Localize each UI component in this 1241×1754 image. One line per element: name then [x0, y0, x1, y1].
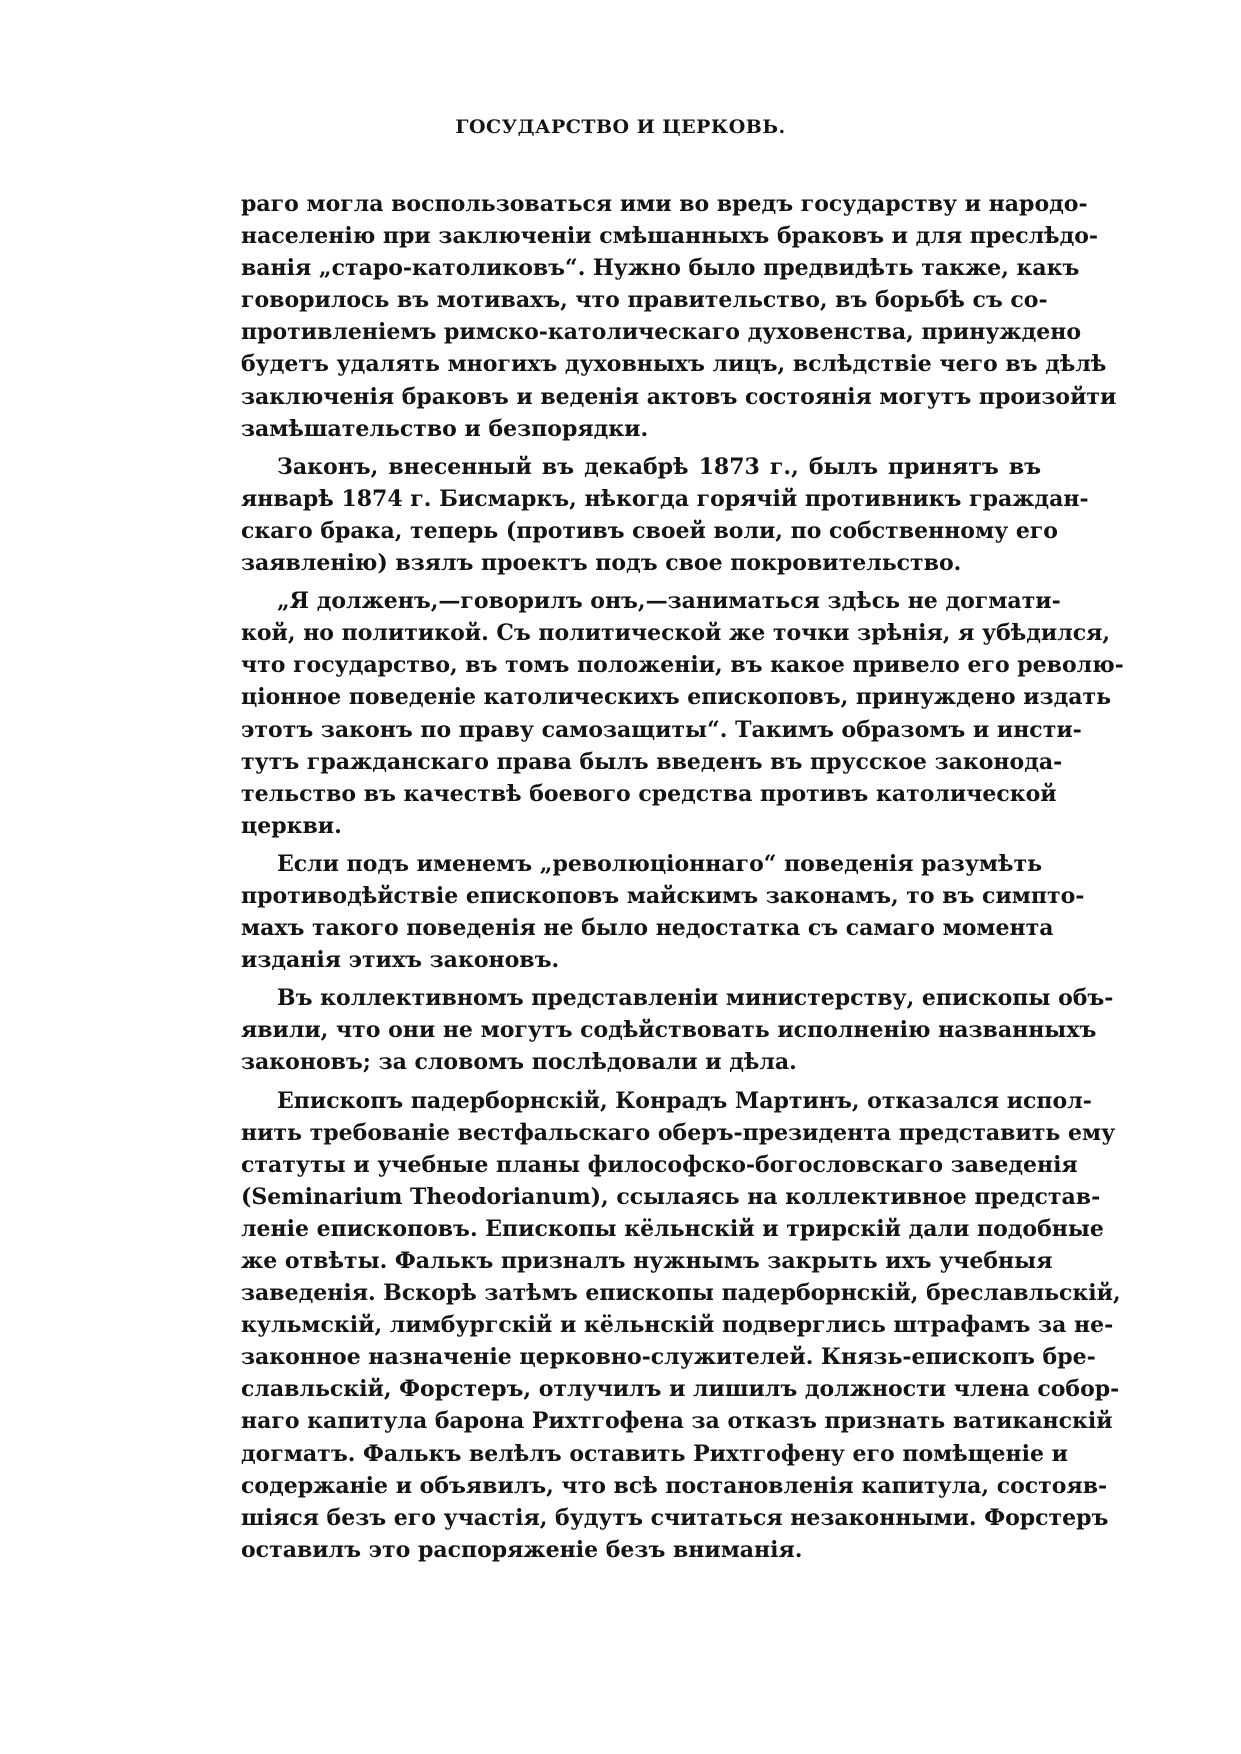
text-line: Если подъ именемъ „революціоннаго“ поведенія разумѣть — [277, 850, 1043, 877]
text-line: оставилъ это распоряженіе безъ вниманія. — [241, 1536, 803, 1563]
running-head: ГОСУДАРСТВО И ЦЕРКОВЬ. — [455, 116, 786, 138]
text-line: тутъ гражданскаго права былъ введенъ въ прусское законода- — [241, 748, 1063, 775]
text-line: церкви. — [241, 812, 342, 839]
text-line: кой, но политикой. Съ политической же точки зрѣнія, я убѣдился, — [241, 620, 1111, 647]
text-line: кульмскій, лимбургскій и кёльнскій подверглись штрафамъ за не- — [241, 1312, 1114, 1339]
text-line: статуты и учебные планы философско-богословскаго заведенія — [241, 1151, 1078, 1178]
paragraph — [241, 1085, 1121, 1566]
text-line: изданія этихъ законовъ. — [241, 947, 560, 974]
text-line: что государство, въ томъ положеніи, въ какое привело его револю- — [241, 652, 1124, 679]
text-line: наго капитула барона Рихтгофена за отказъ признать ватиканскій — [241, 1408, 1113, 1435]
text-line: Епископъ падерборнскій, Конрадъ Мартинъ, отказался испол- — [277, 1087, 1092, 1114]
text-line: противленіемъ римско-католическаго духовенства, принуждено — [241, 319, 1082, 346]
text-line: противодѣйствіе епископовъ майскимъ законамъ, то въ симпто- — [241, 882, 1085, 909]
paragraph — [241, 848, 1085, 976]
text-line: нить требованіе вестфальскаго оберъ-президента представить ему — [241, 1119, 1116, 1146]
text-line: замѣшательство и безпорядки. — [241, 415, 649, 442]
paragraph — [241, 188, 1117, 445]
text-line: шіяся безъ его участія, будутъ считаться незаконными. Форстеръ — [241, 1504, 1109, 1531]
text-line: будетъ удалять многихъ духовныхъ лицъ, вслѣдствіе чего въ дѣлѣ — [241, 351, 1107, 378]
text-line: ціонное поведеніе католическихъ епископовъ, принуждено издать — [241, 684, 1112, 711]
text-line: славльскій, Форстеръ, отлучилъ и лишилъ должности члена собор- — [241, 1376, 1120, 1403]
body-text — [241, 188, 1124, 1572]
text-line: Въ коллективномъ представленіи министерству, епископы объ- — [277, 985, 1114, 1012]
text-line: „Я долженъ,—говорилъ онъ,—заниматься здѣсь не догмати- — [277, 588, 1061, 615]
text-line: махъ такого поведенія не было недостатка съ самаго момента — [241, 915, 1054, 942]
text-line: законовъ; за словомъ послѣдовали и дѣла. — [241, 1049, 797, 1076]
paragraph — [241, 982, 1114, 1078]
paragraph — [241, 585, 1124, 842]
text-line: заключенія браковъ и веденія актовъ состоянія могутъ произойти — [241, 383, 1117, 410]
text-line: населенію при заключеніи смѣшанныхъ браковъ и для преслѣдо- — [241, 223, 1099, 250]
paragraph — [241, 451, 1089, 579]
text-line: (Seminarium Theodorianum), ссылаясь на коллективное представ- — [241, 1183, 1101, 1210]
text-line: этотъ законъ по праву самозащиты“. Такимъ образомъ и инсти- — [241, 716, 1082, 743]
text-line: говорилось въ мотивахъ, что правительство, въ борьбѣ съ со- — [241, 287, 1048, 314]
text-line: же отвѣты. Фалькъ призналъ нужнымъ закрыть ихъ учебныя — [241, 1248, 1053, 1274]
text-line: ванія „старо-католиковъ“. Нужно было предвидѣть также, какъ — [241, 255, 1080, 282]
text-line: скаго брака, теперь (противъ своей воли, по собственному его — [241, 517, 1058, 544]
text-line: Законъ, внесенный въ декабрѣ 1873 г., былъ принятъ въ — [277, 453, 1041, 480]
text-line: законное назначеніе церковно-служителей. Князь-епископъ бре- — [241, 1344, 1096, 1371]
text-line: тельство въ качествѣ боевого средства противъ католической — [241, 780, 1057, 807]
text-line: заведенія. Вскорѣ затѣмъ епископы падерборнскій, бреславльскій, — [241, 1280, 1121, 1307]
text-line: заявленію) взялъ проектъ подъ свое покровительство. — [241, 550, 962, 577]
text-line: догматъ. Фалькъ велѣлъ оставить Рихтгофену его помѣщеніе и — [241, 1440, 1068, 1467]
text-line: раго могла воспользоваться ими во вредъ государству и народо- — [241, 191, 1088, 217]
text-line: явили, что они не могутъ содѣйствовать исполненію названныхъ — [241, 1017, 1097, 1044]
text-line: январѣ 1874 г. Бисмаркъ, нѣкогда горячій противникъ граждан- — [241, 485, 1089, 512]
text-line: леніе епископовъ. Епископы кёльнскій и трирскій дали подобные — [241, 1215, 1104, 1242]
text-line: содержаніе и объявилъ, что всѣ постановленія капитула, состояв- — [241, 1472, 1108, 1499]
